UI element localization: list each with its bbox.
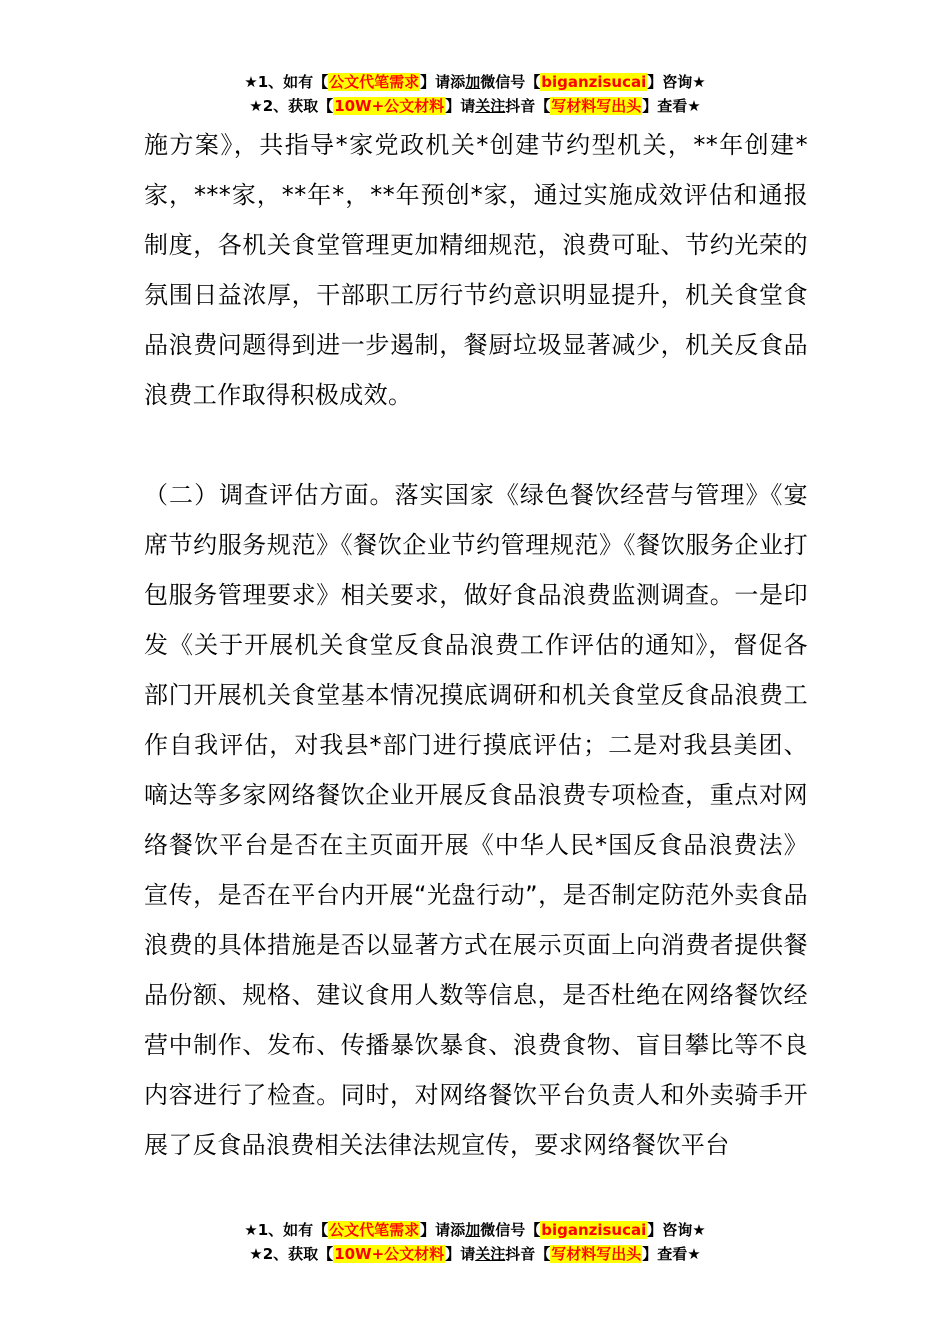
banner-underlined-text: 关注 [475,1245,506,1263]
banner-underlined-text: 加 [465,73,481,91]
banner-text: 】咨询★ [647,1221,706,1239]
banner-text: ★2、获取【 [249,97,334,115]
banner-line-1 [0,70,950,94]
banner-text: ★1、如有【 [244,1221,329,1239]
banner-highlight-wechat-id: biganzisucai [541,1221,647,1239]
banner-text: ★1、如有【 [244,73,329,91]
banner-highlight-wechat-id: biganzisucai [541,73,647,91]
banner-underlined-text: 关注 [475,97,506,115]
banner-highlight: 10W+公文材料 [334,1245,445,1263]
paragraph-spacer [144,420,808,470]
banner-line-2 [0,94,950,118]
banner-highlight: 公文代笔需求 [329,73,420,91]
body-paragraph-2: （二）调查评估方面。落实国家《绿色餐饮经营与管理》《宴席节约服务规范》《餐饮企业节约管理规范》《餐饮服务企业打包服务管理要求》相关要求，做好食品浪费监测调查。一是印发《关于开展机关食堂反食品浪费工作评估的通知》，督促各部门开展机关食堂基本情况摸底调研和机关食堂反食品浪费工作自我评估，对我县*部门进行摸底评估；二是对我县美团、嘀达等多家网络餐饮企业开展反食品浪费专项检查，重点对网络餐饮平台是否在主页面开展《中华人民*国反食品浪费法》宣传，是否在平台内开展“光盘行动”，是否制定防范外卖食品浪费的具体措施是否以显著方式在展示页面上向消费者提供餐品份额、规格、建议食用人数等信息，是否杜绝在网络餐饮经营中制作、发布、传播暴饮暴食、浪费食物、盲目攀比等不良内容进行了检查。同时，对网络餐饮平台负责人和外卖骑手开展了反食品浪费相关法律法规宣传，要求网络餐饮平台 [144,481,808,1159]
body-paragraph-1: 施方案》，共指导*家党政机关*创建节约型机关，**年创建*家，***家，**年*，**年预创*家，通过实施成效评估和通报制度，各机关食堂管理更加精细规范，浪费可耻、节约光荣的氛围日益浓厚，干部职工厉行节约意识明显提升，机关食堂食品浪费问题得到进一步遏制，餐厨垃圾显著减少，机关反食品浪费工作取得积极成效。 [144,131,808,409]
banner-text: 】查看★ [642,1245,701,1263]
banner-text: 抖音【 [505,1245,551,1263]
banner-text: 微信号【 [480,1221,541,1239]
header-banner [0,70,950,118]
banner-highlight-douyin-name: 写材料写出头 [551,97,642,115]
document-body [144,120,808,1170]
banner-text: 】咨询★ [647,73,706,91]
banner-text: ★2、获取【 [249,1245,334,1263]
banner-text: 】请添 [420,1221,466,1239]
banner-highlight: 10W+公文材料 [334,97,445,115]
banner-highlight: 公文代笔需求 [329,1221,420,1239]
banner-line-2 [0,1242,950,1266]
banner-text: 】请 [445,1245,476,1263]
footer-banner [0,1218,950,1266]
banner-underlined-text: 加 [465,1221,481,1239]
banner-line-1 [0,1218,950,1242]
banner-highlight-douyin-name: 写材料写出头 [551,1245,642,1263]
banner-text: 】请 [445,97,476,115]
banner-text: 】查看★ [642,97,701,115]
banner-text: 微信号【 [480,73,541,91]
banner-text: 抖音【 [505,97,551,115]
banner-text: 】请添 [420,73,466,91]
